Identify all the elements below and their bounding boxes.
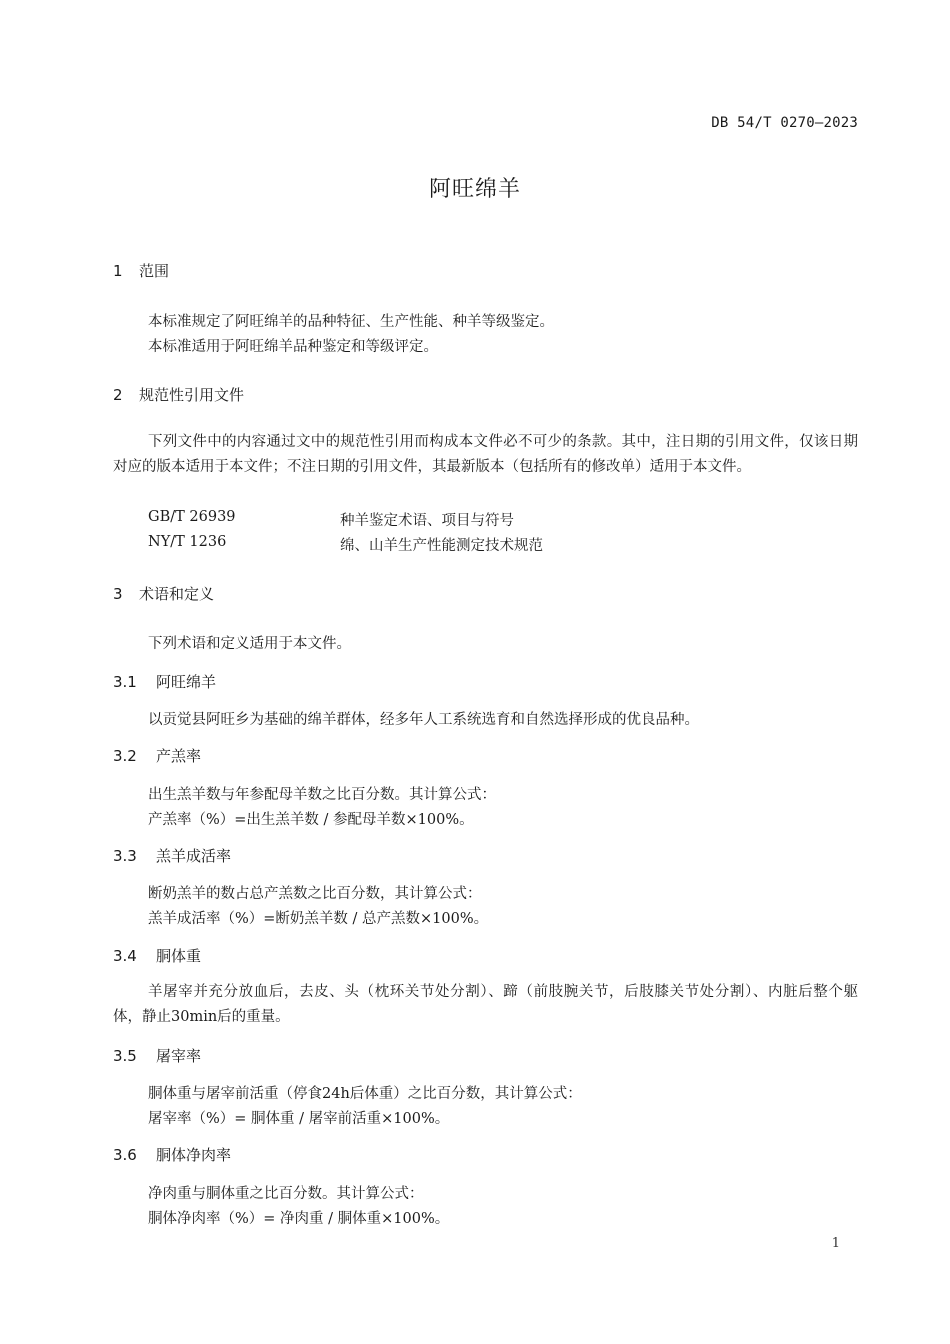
term-3-3-heading	[113, 845, 231, 866]
term-3-1-definition: 以贡觉县阿旺乡为基础的绵羊群体，经多年人工系统选育和自然选择形成的优良品种。	[148, 712, 699, 728]
term-number: 3.6	[113, 1146, 137, 1164]
section-number: 2	[113, 386, 123, 404]
term-3-6-definition: 净肉重与胴体重之比百分数。其计算公式：	[148, 1186, 424, 1202]
section-number: 3	[113, 585, 123, 603]
reference-code: NY/T 1236	[148, 534, 227, 550]
term-title: 羔羊成活率	[156, 847, 232, 865]
term-3-2-formula: 产羔率（%）=出生羔羊数 / 参配母羊数×100%。	[148, 812, 474, 828]
term-3-5-heading	[113, 1045, 201, 1066]
reference-title: 种羊鉴定术语、项目与符号	[340, 513, 514, 529]
section-number: 1	[113, 262, 123, 280]
section-title: 范围	[139, 262, 170, 280]
section-1-heading	[113, 260, 169, 281]
term-3-5-formula: 屠宰率（%）= 胴体重 / 屠宰前活重×100%。	[148, 1111, 450, 1127]
term-number: 3.2	[113, 747, 137, 765]
term-title: 屠宰率	[156, 1047, 202, 1065]
term-3-1-heading	[113, 671, 216, 692]
section-2-heading	[113, 384, 244, 405]
term-3-4-heading	[113, 945, 201, 966]
section-title: 规范性引用文件	[139, 386, 245, 404]
term-3-2-heading	[113, 745, 201, 766]
term-3-3-formula: 羔羊成活率（%）=断奶羔羊数 / 总产羔数×100%。	[148, 911, 489, 927]
term-number: 3.1	[113, 673, 137, 691]
term-3-4-definition: 羊屠宰并充分放血后，去皮、头（枕环关节处分割）、蹄（前肢腕关节，后肢膝关节处分割）、内脏后整个躯体，静止30min后的重量。	[113, 984, 858, 1025]
term-title: 胴体重	[156, 947, 202, 965]
term-title: 产羔率	[156, 747, 202, 765]
reference-title: 绵、山羊生产性能测定技术规范	[340, 538, 543, 554]
term-title: 阿旺绵羊	[156, 673, 217, 691]
document-title: 阿旺绵羊	[428, 177, 521, 202]
term-number: 3.4	[113, 947, 137, 965]
term-title: 胴体净肉率	[156, 1146, 232, 1164]
page-number: 1	[831, 1236, 840, 1251]
section-1-paragraph-2: 本标准适用于阿旺绵羊品种鉴定和等级评定。	[148, 339, 438, 355]
term-3-5-definition: 胴体重与屠宰前活重（停食24h后体重）之比百分数，其计算公式：	[148, 1086, 582, 1102]
term-3-6-formula: 胴体净肉率（%）= 净肉重 / 胴体重×100%。	[148, 1211, 450, 1227]
term-3-2-definition: 出生羔羊数与年参配母羊数之比百分数。其计算公式：	[148, 787, 496, 803]
section-3-heading	[113, 583, 214, 604]
reference-code: GB/T 26939	[148, 509, 236, 525]
term-number: 3.3	[113, 847, 137, 865]
term-3-6-heading	[113, 1144, 231, 1165]
section-1-paragraph-1: 本标准规定了阿旺绵羊的品种特征、生产性能、种羊等级鉴定。	[148, 314, 554, 330]
term-3-3-definition: 断奶羔羊的数占总产羔数之比百分数，其计算公式：	[148, 886, 482, 902]
term-number: 3.5	[113, 1047, 137, 1065]
section-title: 术语和定义	[139, 585, 215, 603]
document-code: DB 54/T 0270—2023	[711, 115, 858, 131]
section-3-intro: 下列术语和定义适用于本文件。	[148, 636, 351, 652]
section-2-paragraph: 下列文件中的内容通过文中的规范性引用而构成本文件必不可少的条款。其中，注日期的引用文件，仅该日期对应的版本适用于本文件；不注日期的引用文件，其最新版本（包括所有的修改单）适用于本文件。	[113, 434, 858, 475]
